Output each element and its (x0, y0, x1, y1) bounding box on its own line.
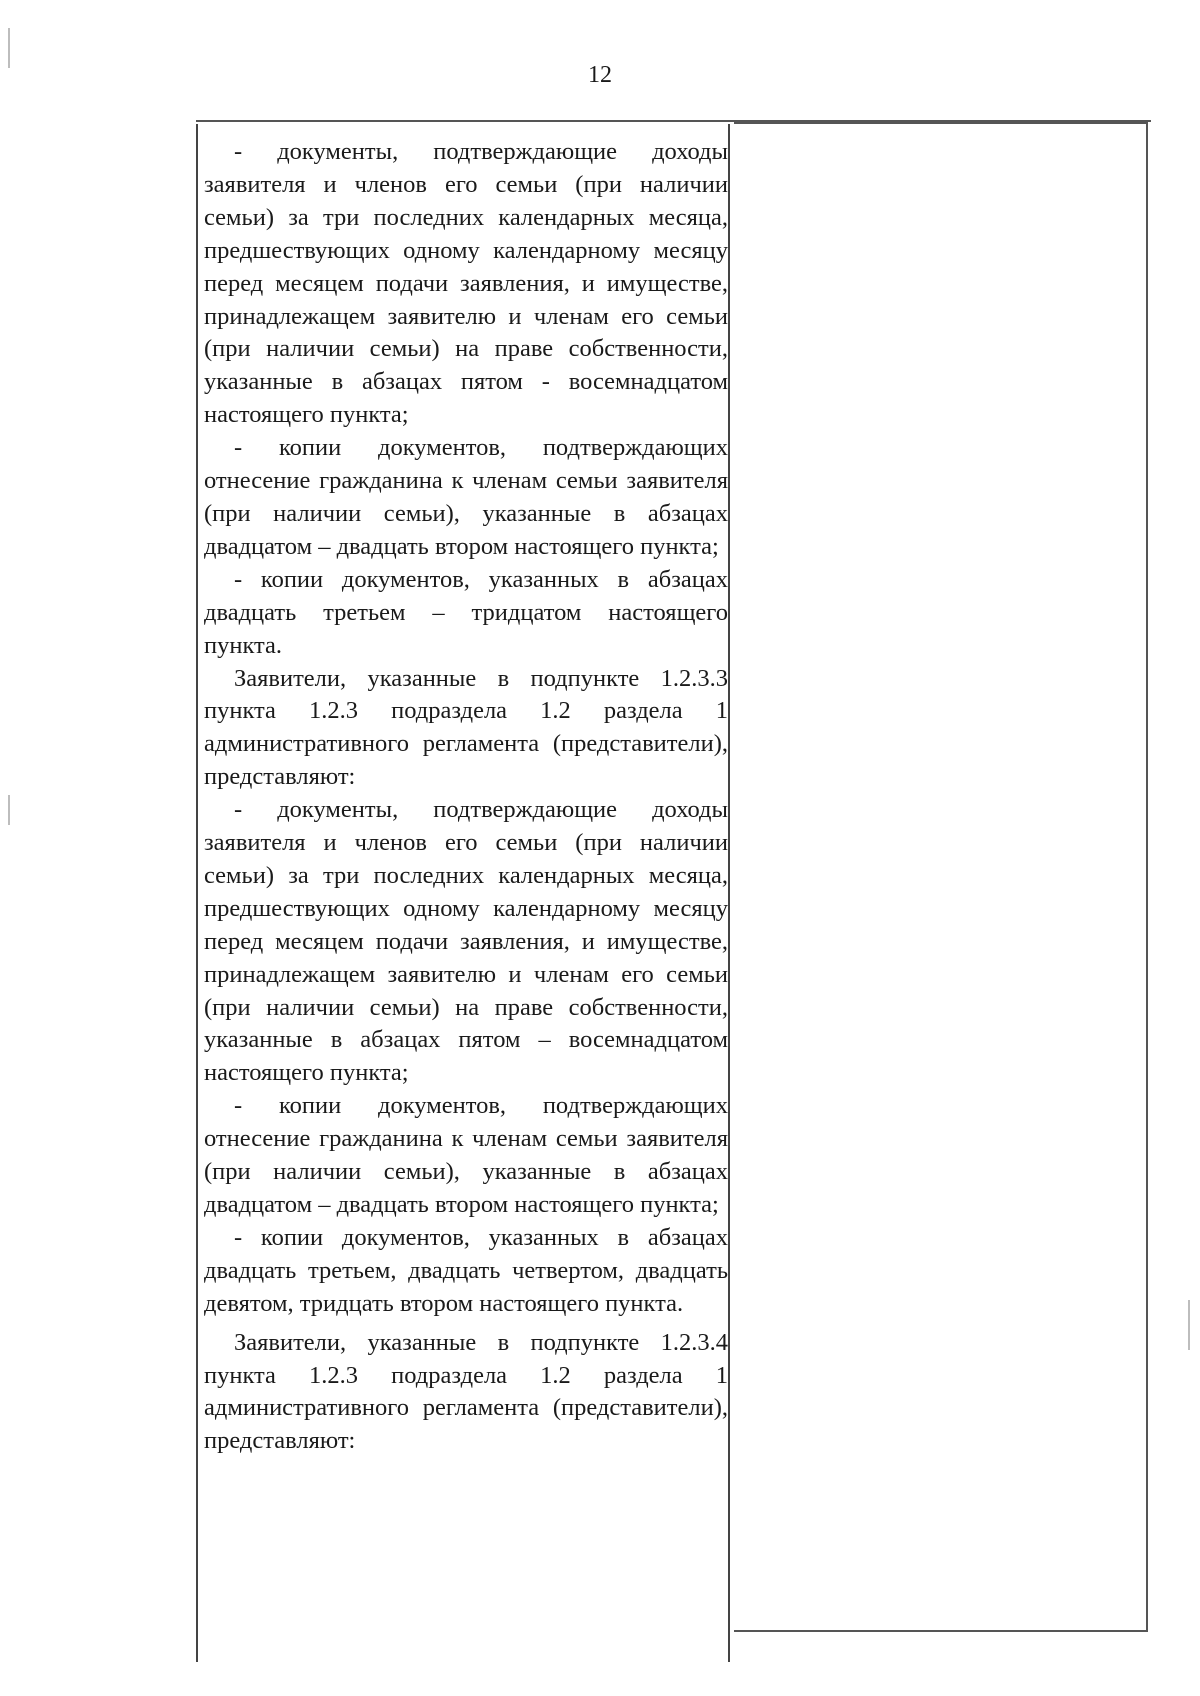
scan-mark-right-mid (1188, 1300, 1190, 1350)
paragraph-family-documents-2: - копии документов, подтверждающих отнесение гражданина к членам семьи заявителя (при наличии семьи), указанные в абзацах двадцатом – двадцать втором настоящего пункта; (204, 1092, 728, 1218)
paragraph-other-documents: - копии документов, указанных в абзацах двадцать третьем – тридцатом настоящего пункта. (204, 565, 728, 659)
scan-mark-left-top (8, 28, 10, 68)
paragraph-income-documents: - документы, подтверждающие доходы заявителя и членов его семьи (при наличии семьи) за три последних календарных месяца, предшествующих одному календарному месяцу перед месяцем подачи заявления, и имуществе, принадлежащем заявителю и членам его семьи (при наличии семьи) на праве собственности, указанные в абзацах пятом - восемнадцатом настоящего пункта; (204, 138, 728, 429)
paragraph-applicants-1-2-3-4: Заявители, указанные в подпункте 1.2.3.4 пункта 1.2.3 подраздела 1.2 раздела 1 административного регламента (представители), представляют: (204, 1328, 728, 1455)
paragraph-applicants-1-2-3-3: Заявители, указанные в подпункте 1.2.3.3 пункта 1.2.3 подраздела 1.2 раздела 1 административного регламента (представители), представляют: (204, 664, 728, 791)
left-column-text (204, 136, 728, 1458)
page-number: 12 (588, 62, 612, 88)
paragraph-family-documents: - копии документов, подтверждающих отнесение гражданина к членам семьи заявителя (при наличии семьи), указанные в абзацах двадцатом – двадцать втором настоящего пункта; (204, 434, 728, 560)
table-right-column (734, 122, 1148, 1632)
paragraph-other-documents-2: - копии документов, указанных в абзацах двадцать третьем, двадцать четвертом, двадцать девятом, тридцать втором настоящего пункта. (204, 1223, 728, 1317)
table-left-column (196, 124, 730, 1662)
paragraph-income-documents-2: - документы, подтверждающие доходы заявителя и членов его семьи (при наличии семьи) за три последних календарных месяца, предшествующих одному календарному месяцу перед месяцем подачи заявления, и имуществе, принадлежащем заявителю и членам его семьи (при наличии семьи) на праве собственности, указанные в абзацах пятом – восемнадцатом настоящего пункта; (204, 796, 728, 1087)
document-table (196, 120, 1151, 1632)
scan-mark-left-mid (8, 795, 10, 825)
